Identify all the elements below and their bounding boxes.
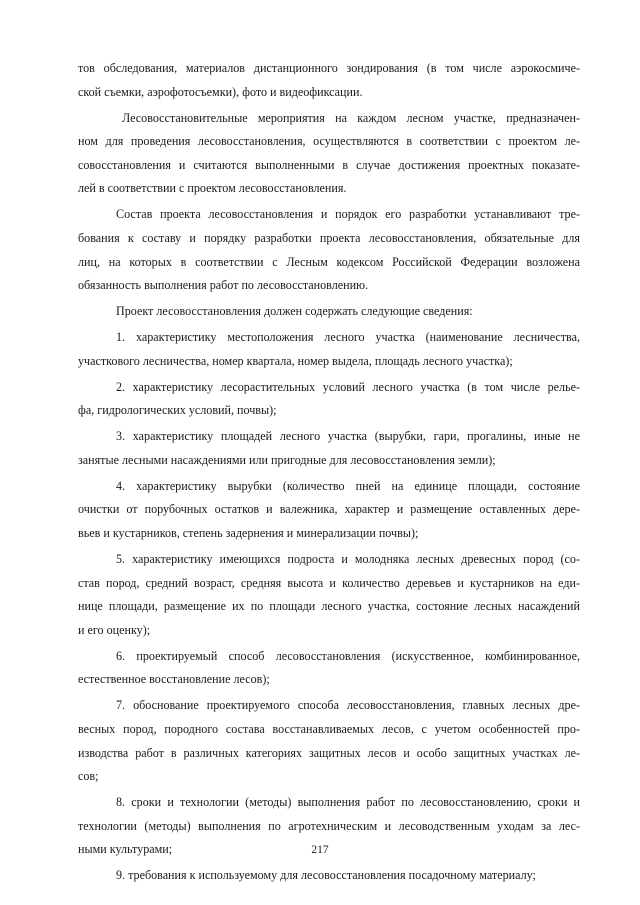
text-line: участкового лесничества, номер квартала, номер выдела, площадь лесного участка); xyxy=(78,353,513,368)
text-line: лей в соответствии с проектом лесовосстановления. xyxy=(78,181,347,196)
text-line: Лесовосстановительные мероприятия на каждом лесном участке, предназначен- xyxy=(122,110,580,125)
text-line: совосстановления и считаются выполненными в случае достижения проектных показате- xyxy=(78,157,580,172)
text-line: сов; xyxy=(78,769,99,784)
text-line: ными культурами; xyxy=(78,842,173,857)
text-line: 1. характеристику местоположения лесного участка (наименование лесничества, xyxy=(116,330,580,345)
text-line: 3. характеристику площадей лесного участка (вырубки, гари, прогалины, иные не xyxy=(116,429,580,444)
text-line: Проект лесовосстановления должен содержать следующие сведения: xyxy=(116,304,473,319)
text-line: занятые лесными насаждениями или пригодные для лесовосстановления земли); xyxy=(78,452,496,467)
text-line: и его оценку); xyxy=(78,622,151,637)
text-line: лиц, на которых в соответствии с Лесным кодексом Российской Федерации возложена xyxy=(78,254,580,269)
text-line: ном для проведения лесовосстановления, осуществляются в соответствии с проектом ле- xyxy=(78,134,580,149)
text-line: нице площади, размещение их по площади лесного участка, состояние лесных насаждений xyxy=(78,599,580,614)
text-line: фа, гидрологических условий, почвы); xyxy=(78,403,277,418)
text-line: 2. характеристику лесорастительных условий лесного участка (в том числе релье- xyxy=(116,379,580,394)
text-line: 8. сроки и технологии (методы) выполнения работ по лесовосстановлению, сроки и xyxy=(116,795,580,810)
text-line: вьев и кустарников, степень задернения и минерализации почвы); xyxy=(78,526,419,541)
text-line: ской съемки, аэрофотосъемки), фото и видеофиксации. xyxy=(78,84,363,99)
text-line: естественное восстановление лесов); xyxy=(78,672,270,687)
text-line: весных пород, породного состава восстанавливаемых лесов, с учетом особенностей про- xyxy=(78,721,580,736)
page-number: 217 xyxy=(311,844,329,856)
text-line: тов обследования, материалов дистанционного зондирования (в том числе аэрокосмиче- xyxy=(78,61,580,75)
text-line: 7. обоснование проектируемого способа лесовосстановления, главных лесных дре- xyxy=(116,698,580,713)
text-line: став пород, средний возраст, средняя высота и количество деревьев и кустарников на еди- xyxy=(78,575,580,590)
text-line: 4. характеристику вырубки (количество пней на единице площади, состояние xyxy=(116,478,580,493)
text-line: бования к составу и порядку разработки проекта лесовосстановления, обязательные для xyxy=(78,230,580,245)
text-line: обязанность выполнения работ по лесовосстановлению. xyxy=(78,278,369,293)
text-line: 5. характеристику имеющихся подроста и молодняка лесных древесных пород (со- xyxy=(116,552,580,566)
body-text xyxy=(78,57,580,888)
text-line: 6. проектируемый способ лесовосстановления (искусственное, комбинированное, xyxy=(116,648,580,663)
text-line: 9. требования к используемому для лесовосстановления посадочному материалу; xyxy=(116,868,536,883)
text-line: Состав проекта лесовосстановления и порядок его разработки устанавливают тре- xyxy=(116,207,580,222)
text-line: очистки от порубочных остатков и валежника, характер и размещение оставленных дере- xyxy=(78,502,580,517)
text-line: технологии (методы) выполнения по агротехническим и лесоводственным уходам за лес- xyxy=(78,818,580,833)
text-line: изводства работ в различных категориях защитных лесов и особо защитных участках ле- xyxy=(78,745,580,760)
